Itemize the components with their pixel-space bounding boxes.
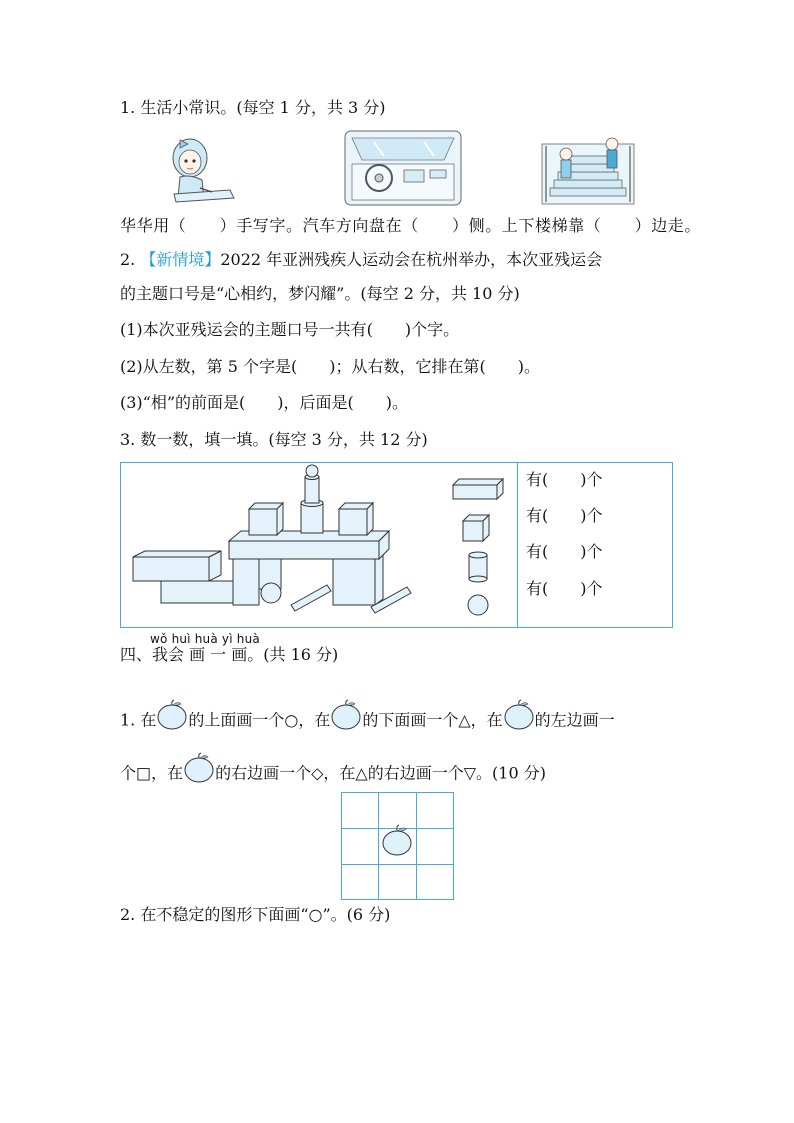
q1-text-b: 的上面画一个○，在 xyxy=(188,710,331,730)
q2-line2: 的主题口号是“心相约，梦闪耀”。(每空 2 分，共 10 分) xyxy=(120,284,520,303)
section4-title: 四、我会 画 一 画。(共 16 分) xyxy=(120,645,339,664)
grid-line xyxy=(416,793,417,899)
q1-sentence: 华华用（ ）手写字。汽车方向盘在（ ）侧。上下楼梯靠（ ）边走。 xyxy=(120,216,702,235)
q2-sub1: (1)本次亚残运会的主题口号一共有( )个字。 xyxy=(120,320,460,339)
q1-text-a: 1. 在 xyxy=(120,710,157,730)
car-interior-illustration xyxy=(344,130,462,206)
q2-tag: 【新情境】 xyxy=(140,250,221,269)
q2-sub2: (2)从左数，第 5 个字是( )；从右数，它排在第( )。 xyxy=(120,357,540,376)
grid-line xyxy=(342,864,453,865)
section4-pinyin: wǒ huì huà yì huà xyxy=(150,632,260,646)
q3-row-cylinder: 有( )个 xyxy=(526,542,603,561)
q2-sub3: (3)“相”的前面是( )，后面是( )。 xyxy=(120,393,408,412)
q1-text-e: 个□，在 xyxy=(120,763,184,783)
q2-line1 xyxy=(120,250,602,270)
q3-row-cuboid: 有( )个 xyxy=(526,470,603,489)
q3-divider xyxy=(517,463,518,627)
section4-q1-line1 xyxy=(120,705,615,737)
apple-icon xyxy=(183,752,215,784)
section4-q1-line2 xyxy=(120,758,546,790)
q2-line1-text: 2022 年亚洲残疾人运动会在杭州举办，本次亚残运会 xyxy=(220,250,603,269)
q3-title: 3. 数一数，填一填。(每空 3 分，共 12 分) xyxy=(120,430,428,449)
apple-icon xyxy=(503,699,535,731)
grid-line xyxy=(378,793,379,899)
q1-text-f: 的右边画一个◇，在△的右边画一个▽。(10 分) xyxy=(215,763,546,783)
apple-icon xyxy=(156,699,188,731)
q3-row-sphere: 有( )个 xyxy=(526,579,603,598)
girl-writing-illustration xyxy=(160,132,238,206)
q1-text-c: 的下面画一个△，在 xyxy=(362,710,503,730)
q3-row-cube: 有( )个 xyxy=(526,506,603,525)
section4-q2: 2. 在不稳定的图形下面画“○”。(6 分) xyxy=(120,905,391,924)
q3-counting-box xyxy=(120,462,673,628)
drawing-grid[interactable] xyxy=(341,792,454,900)
q2-number: 2. xyxy=(120,250,136,269)
apple-icon xyxy=(330,699,362,731)
block-building-illustration xyxy=(121,463,517,627)
stairs-illustration xyxy=(540,132,636,206)
q1-text-d: 的左边画一 xyxy=(534,710,615,730)
q1-title: 1. 生活小常识。(每空 1 分，共 3 分) xyxy=(120,98,386,117)
apple-icon xyxy=(381,823,413,857)
